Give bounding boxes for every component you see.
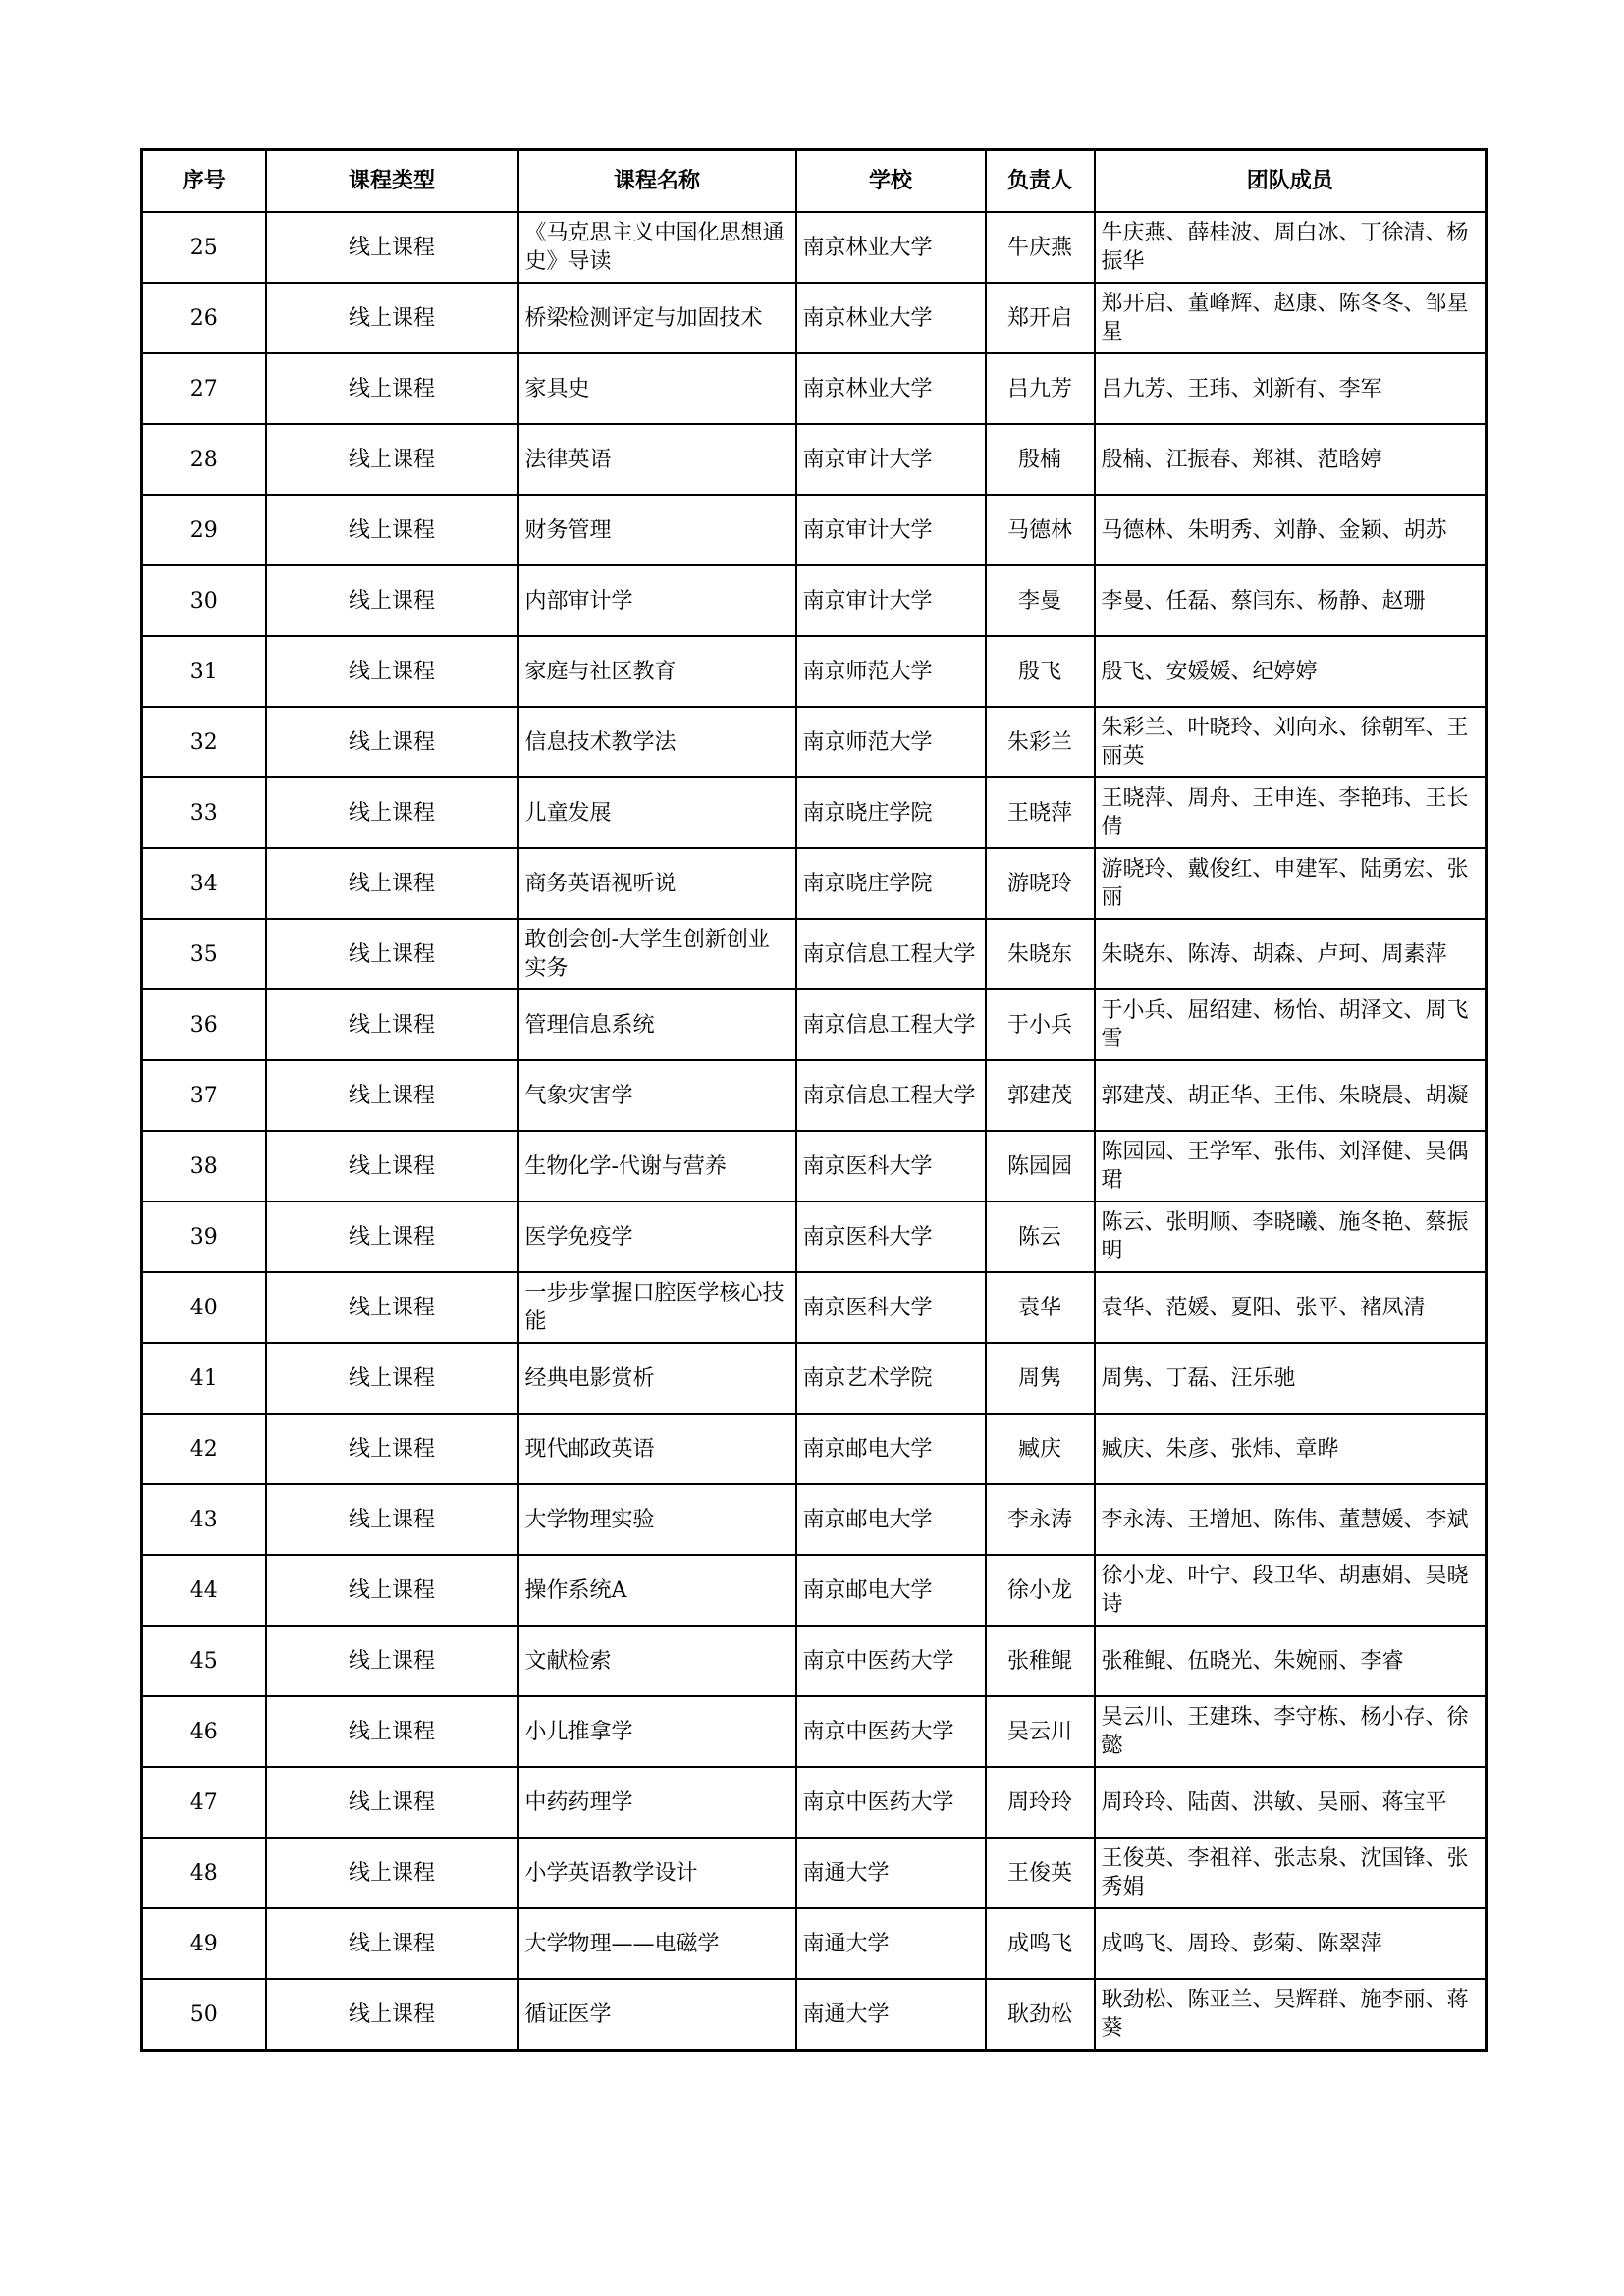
cell-name: 文献检索 [518,1626,796,1696]
table-row [142,1767,1487,1838]
cell-school: 南京艺术学院 [796,1343,986,1414]
cell-school: 南京审计大学 [796,495,986,565]
cell-name: 财务管理 [518,495,796,565]
cell-school: 南通大学 [796,1838,986,1908]
cell-team: 郭建茂、胡正华、王伟、朱晓晨、胡凝 [1095,1060,1487,1131]
cell-lead: 王俊英 [986,1838,1095,1908]
cell-name: 家具史 [518,353,796,424]
cell-lead: 殷飞 [986,636,1095,707]
cell-no: 48 [142,1838,266,1908]
cell-name: 儿童发展 [518,777,796,848]
cell-lead: 吕九芳 [986,353,1095,424]
cell-no: 40 [142,1272,266,1343]
cell-name: 敢创会创-大学生创新创业实务 [518,919,796,989]
cell-school: 南京信息工程大学 [796,919,986,989]
table-row [142,707,1487,777]
cell-no: 47 [142,1767,266,1838]
table-header-row [142,150,1487,213]
table-row [142,1555,1487,1626]
header-course-name: 课程名称 [518,150,796,213]
cell-team: 李曼、任磊、蔡闫东、杨静、赵珊 [1095,565,1487,636]
cell-no: 50 [142,1979,266,2051]
cell-type: 线上课程 [266,1979,518,2051]
cell-school: 南京信息工程大学 [796,989,986,1060]
cell-type: 线上课程 [266,848,518,919]
course-table [140,148,1488,2052]
cell-name: 操作系统A [518,1555,796,1626]
table-row [142,1272,1487,1343]
cell-team: 于小兵、屈绍建、杨怡、胡泽文、周飞雪 [1095,989,1487,1060]
table-row [142,353,1487,424]
table-row [142,1696,1487,1767]
table-row [142,283,1487,353]
cell-type: 线上课程 [266,1696,518,1767]
cell-team: 殷楠、江振春、郑祺、范晗婷 [1095,424,1487,495]
cell-type: 线上课程 [266,989,518,1060]
cell-type: 线上课程 [266,565,518,636]
cell-team: 袁华、范媛、夏阳、张平、褚凤清 [1095,1272,1487,1343]
cell-name: 内部审计学 [518,565,796,636]
table-row [142,1414,1487,1484]
cell-lead: 陈园园 [986,1131,1095,1201]
cell-lead: 耿劲松 [986,1979,1095,2051]
table-row [142,1131,1487,1201]
cell-name: 商务英语视听说 [518,848,796,919]
cell-team: 臧庆、朱彦、张炜、章晔 [1095,1414,1487,1484]
cell-team: 张稚鲲、伍晓光、朱婉丽、李睿 [1095,1626,1487,1696]
cell-school: 南通大学 [796,1979,986,2051]
cell-lead: 徐小龙 [986,1555,1095,1626]
cell-team: 陈云、张明顺、李晓曦、施冬艳、蔡振明 [1095,1201,1487,1272]
table-row [142,212,1487,283]
header-no: 序号 [142,150,266,213]
table-body [142,212,1487,2051]
cell-lead: 成鸣飞 [986,1908,1095,1979]
cell-school: 南京林业大学 [796,212,986,283]
cell-no: 42 [142,1414,266,1484]
table-row [142,848,1487,919]
cell-lead: 周隽 [986,1343,1095,1414]
cell-school: 南京邮电大学 [796,1484,986,1555]
cell-no: 26 [142,283,266,353]
table-row [142,1838,1487,1908]
cell-no: 45 [142,1626,266,1696]
cell-lead: 郭建茂 [986,1060,1095,1131]
cell-lead: 朱晓东 [986,919,1095,989]
cell-lead: 牛庆燕 [986,212,1095,283]
cell-type: 线上课程 [266,1414,518,1484]
table-row [142,495,1487,565]
cell-name: 小儿推拿学 [518,1696,796,1767]
cell-name: 大学物理——电磁学 [518,1908,796,1979]
cell-no: 46 [142,1696,266,1767]
header-team: 团队成员 [1095,150,1487,213]
table-row [142,1343,1487,1414]
cell-name: 桥梁检测评定与加固技术 [518,283,796,353]
cell-lead: 朱彩兰 [986,707,1095,777]
cell-no: 41 [142,1343,266,1414]
cell-lead: 李曼 [986,565,1095,636]
cell-team: 陈园园、王学军、张伟、刘泽健、吴偶珺 [1095,1131,1487,1201]
cell-no: 37 [142,1060,266,1131]
cell-school: 南京医科大学 [796,1201,986,1272]
cell-team: 马德林、朱明秀、刘静、金颖、胡苏 [1095,495,1487,565]
cell-team: 游晓玲、戴俊红、申建军、陆勇宏、张丽 [1095,848,1487,919]
cell-team: 成鸣飞、周玲、彭菊、陈翠萍 [1095,1908,1487,1979]
cell-name: 气象灾害学 [518,1060,796,1131]
cell-type: 线上课程 [266,212,518,283]
cell-no: 34 [142,848,266,919]
cell-type: 线上课程 [266,1272,518,1343]
cell-team: 吕九芳、王玮、刘新有、李军 [1095,353,1487,424]
cell-name: 信息技术教学法 [518,707,796,777]
cell-no: 49 [142,1908,266,1979]
cell-lead: 于小兵 [986,989,1095,1060]
cell-team: 李永涛、王增旭、陈伟、董慧媛、李斌 [1095,1484,1487,1555]
table-row [142,919,1487,989]
cell-school: 南京医科大学 [796,1272,986,1343]
cell-lead: 殷楠 [986,424,1095,495]
header-lead: 负责人 [986,150,1095,213]
cell-no: 25 [142,212,266,283]
cell-school: 南京邮电大学 [796,1414,986,1484]
table-row [142,1201,1487,1272]
cell-lead: 陈云 [986,1201,1095,1272]
table-row [142,1908,1487,1979]
cell-team: 朱晓东、陈涛、胡森、卢珂、周素萍 [1095,919,1487,989]
cell-no: 43 [142,1484,266,1555]
cell-lead: 臧庆 [986,1414,1095,1484]
cell-school: 南京晓庄学院 [796,777,986,848]
table-row [142,424,1487,495]
cell-lead: 游晓玲 [986,848,1095,919]
table-row [142,1979,1487,2051]
cell-type: 线上课程 [266,495,518,565]
cell-school: 南京师范大学 [796,636,986,707]
table-row [142,565,1487,636]
cell-type: 线上课程 [266,1838,518,1908]
cell-type: 线上课程 [266,1060,518,1131]
cell-team: 徐小龙、叶宁、段卫华、胡惠娟、吴晓诗 [1095,1555,1487,1626]
cell-no: 32 [142,707,266,777]
cell-school: 南京中医药大学 [796,1626,986,1696]
cell-no: 30 [142,565,266,636]
cell-team: 朱彩兰、叶晓玲、刘向永、徐朝军、王丽英 [1095,707,1487,777]
cell-no: 29 [142,495,266,565]
cell-type: 线上课程 [266,1201,518,1272]
cell-no: 28 [142,424,266,495]
header-school: 学校 [796,150,986,213]
table-row [142,989,1487,1060]
cell-no: 39 [142,1201,266,1272]
cell-school: 南京审计大学 [796,424,986,495]
cell-school: 南京医科大学 [796,1131,986,1201]
cell-type: 线上课程 [266,777,518,848]
cell-name: 法律英语 [518,424,796,495]
cell-school: 南京林业大学 [796,283,986,353]
cell-name: 家庭与社区教育 [518,636,796,707]
cell-name: 现代邮政英语 [518,1414,796,1484]
cell-school: 南京师范大学 [796,707,986,777]
cell-no: 33 [142,777,266,848]
cell-name: 一步步掌握口腔医学核心技能 [518,1272,796,1343]
cell-no: 27 [142,353,266,424]
cell-school: 南京中医药大学 [796,1767,986,1838]
cell-team: 耿劲松、陈亚兰、吴辉群、施李丽、蒋葵 [1095,1979,1487,2051]
cell-lead: 张稚鲲 [986,1626,1095,1696]
cell-name: 循证医学 [518,1979,796,2051]
cell-name: 《马克思主义中国化思想通史》导读 [518,212,796,283]
cell-lead: 郑开启 [986,283,1095,353]
cell-type: 线上课程 [266,919,518,989]
cell-type: 线上课程 [266,424,518,495]
cell-name: 中药药理学 [518,1767,796,1838]
table-row [142,636,1487,707]
cell-school: 南京邮电大学 [796,1555,986,1626]
cell-name: 管理信息系统 [518,989,796,1060]
cell-team: 殷飞、安媛媛、纪婷婷 [1095,636,1487,707]
cell-no: 38 [142,1131,266,1201]
cell-name: 生物化学-代谢与营养 [518,1131,796,1201]
cell-type: 线上课程 [266,353,518,424]
cell-type: 线上课程 [266,283,518,353]
cell-type: 线上课程 [266,1767,518,1838]
cell-lead: 王晓萍 [986,777,1095,848]
cell-type: 线上课程 [266,1484,518,1555]
cell-team: 王俊英、李祖祥、张志泉、沈国锋、张秀娟 [1095,1838,1487,1908]
cell-type: 线上课程 [266,1131,518,1201]
cell-name: 医学免疫学 [518,1201,796,1272]
cell-lead: 马德林 [986,495,1095,565]
cell-no: 31 [142,636,266,707]
table-row [142,777,1487,848]
cell-type: 线上课程 [266,1626,518,1696]
cell-lead: 吴云川 [986,1696,1095,1767]
cell-type: 线上课程 [266,1908,518,1979]
cell-name: 经典电影赏析 [518,1343,796,1414]
table-row [142,1484,1487,1555]
cell-school: 南京审计大学 [796,565,986,636]
cell-team: 牛庆燕、薛桂波、周白冰、丁徐清、杨振华 [1095,212,1487,283]
cell-name: 大学物理实验 [518,1484,796,1555]
cell-name: 小学英语教学设计 [518,1838,796,1908]
header-course-type: 课程类型 [266,150,518,213]
cell-type: 线上课程 [266,1343,518,1414]
cell-no: 36 [142,989,266,1060]
cell-school: 南通大学 [796,1908,986,1979]
cell-no: 44 [142,1555,266,1626]
cell-team: 郑开启、董峰辉、赵康、陈冬冬、邹星星 [1095,283,1487,353]
table-row [142,1626,1487,1696]
cell-team: 周玲玲、陆茵、洪敏、吴丽、蒋宝平 [1095,1767,1487,1838]
table-row [142,1060,1487,1131]
cell-team: 吴云川、王建珠、李守栋、杨小存、徐懿 [1095,1696,1487,1767]
cell-type: 线上课程 [266,636,518,707]
cell-no: 35 [142,919,266,989]
cell-team: 周隽、丁磊、汪乐驰 [1095,1343,1487,1414]
cell-school: 南京晓庄学院 [796,848,986,919]
cell-lead: 袁华 [986,1272,1095,1343]
cell-type: 线上课程 [266,707,518,777]
cell-lead: 李永涛 [986,1484,1095,1555]
cell-type: 线上课程 [266,1555,518,1626]
cell-lead: 周玲玲 [986,1767,1095,1838]
cell-school: 南京中医药大学 [796,1696,986,1767]
cell-school: 南京林业大学 [796,353,986,424]
cell-school: 南京信息工程大学 [796,1060,986,1131]
cell-team: 王晓萍、周舟、王申连、李艳玮、王长倩 [1095,777,1487,848]
